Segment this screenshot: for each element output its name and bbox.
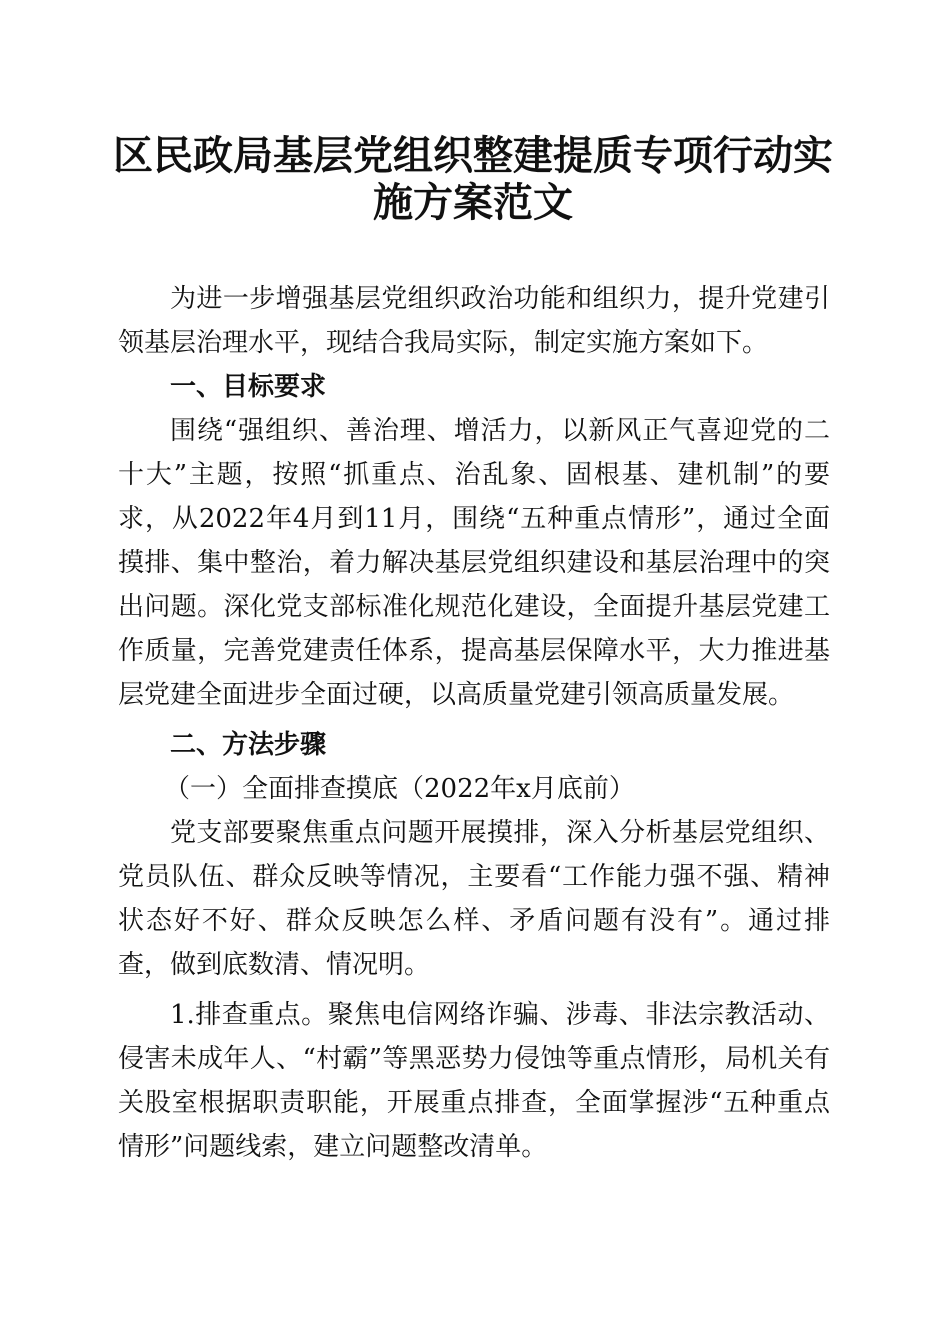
section-heading-goals: 一、目标要求	[170, 372, 327, 402]
survey-paragraph: 党支部要聚焦重点问题开展摸排，深入分析基层党组织、党员队伍、群众反映等情况，主要看“工作能力强不强、精神状态好不好、群众反映怎么样、矛盾问题有没有”。通过排查，做到底数清、情况明。	[118, 818, 830, 980]
intro-paragraph: 为进一步增强基层党组织政治功能和组织力，提升党建引领基层治理水平，现结合我局实际，制定实施方案如下。	[118, 284, 830, 358]
document-body	[118, 277, 830, 1169]
section-heading-methods: 二、方法步骤	[170, 730, 327, 760]
list-item-survey-focus: 1.排查重点。聚焦电信网络诈骗、涉毒、非法宗教活动、侵害未成年人、“村霸”等黑恶势力侵蚀等重点情形，局机关有关股室根据职责职能，开展重点排查，全面掌握涉“五种重点情形”问题线索，建立问题整改清单。	[118, 1000, 830, 1162]
subsection-heading-survey: （一）全面排查摸底（2022年x月底前）	[164, 774, 635, 804]
goals-paragraph: 围绕“强组织、善治理、增活力，以新风正气喜迎党的二十大”主题，按照“抓重点、治乱象、固根基、建机制”的要求，从2022年4月到11月，围绕“五种重点情形”，通过全面摸排、集中整治，着力解决基层党组织建设和基层治理中的突出问题。深化党支部标准化规范化建设，全面提升基层党建工作质量，完善党建责任体系，提高基层保障水平，大力推进基层党建全面进步全面过硬，以高质量党建引领高质量发展。	[118, 416, 830, 710]
document-title: 区民政局基层党组织整建提质专项行动实施方案范文	[113, 132, 833, 226]
